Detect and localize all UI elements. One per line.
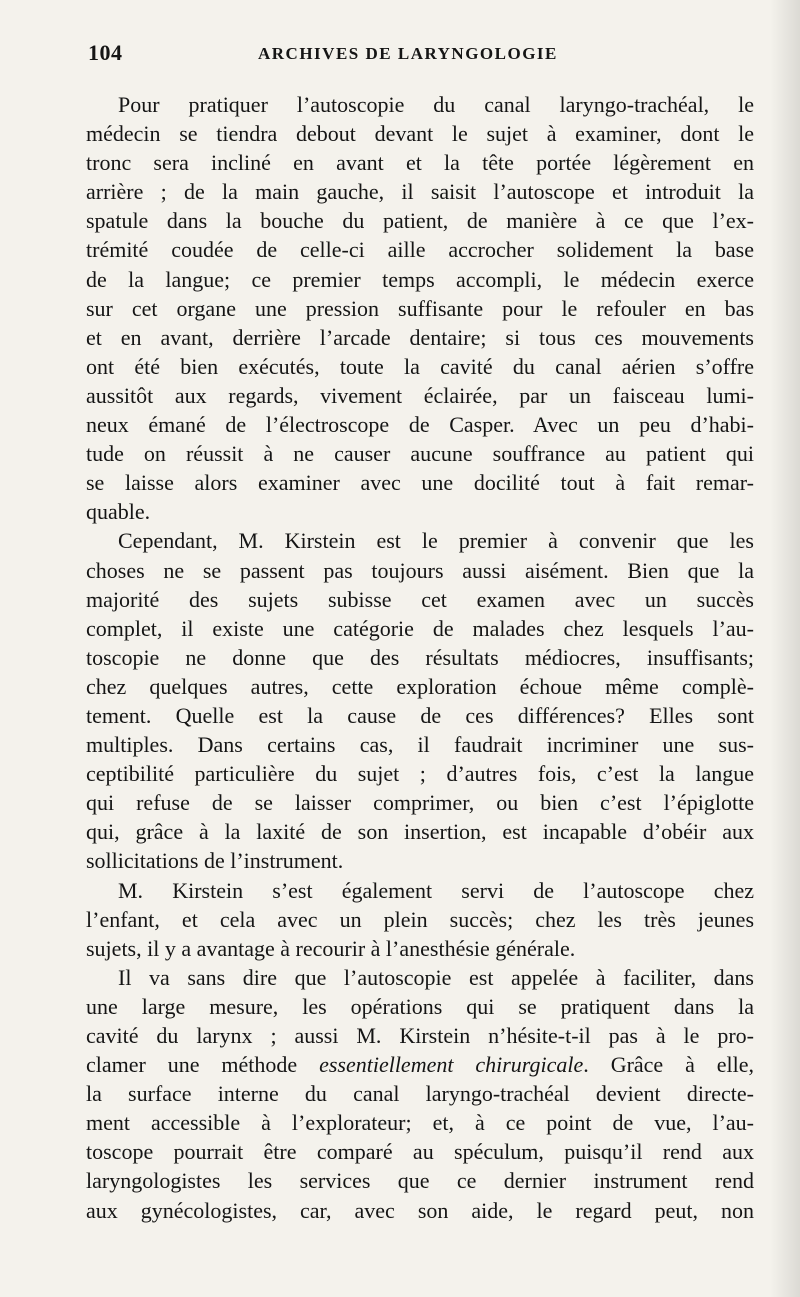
text-line: tronc sera incliné en avant et la tête portée légèrement en [86, 150, 754, 176]
text-line: chez quelques autres, cette exploration échoue même complè- [86, 673, 754, 699]
text-line: spatule dans la bouche du patient, de manière à ce que l’ex- [86, 208, 754, 234]
text-line: M. Kirstein s’est également servi de l’autoscope chez [118, 877, 754, 903]
paragraph-4 [86, 963, 755, 1225]
paragraph-1 [86, 90, 754, 526]
text-line: tude on réussit à ne causer aucune souffrance au patient qui [86, 441, 754, 467]
running-head [88, 40, 754, 78]
text-line: aux gynécologistes, car, avec son aide, le regard peut, non [86, 1197, 754, 1223]
text-segment: . Grâce à elle, [583, 1052, 755, 1078]
text-line: Cependant, M. Kirstein est le premier à convenir que les [118, 528, 754, 554]
paragraph-2 [86, 526, 754, 875]
text-line: l’enfant, et cela avec un plein succès; chez les très jeunes [86, 906, 754, 932]
text-line: toscope pourrait être comparé au spéculum, puisqu’il rend aux [86, 1139, 754, 1165]
text-segment: clamer une méthode [86, 1052, 298, 1078]
page-edge-shadow [770, 0, 800, 1297]
italic-phrase: essentiellement chirurgicale [319, 1052, 584, 1078]
running-title: ARCHIVES DE LARYNGOLOGIE [258, 44, 558, 63]
text-line: une large mesure, les opérations qui se pratiquent dans la [86, 993, 754, 1019]
text-line: toscopie ne donne que des résultats médiocres, insuffisants; [86, 644, 754, 670]
text-line: quable. [86, 499, 151, 525]
text-line: majorité des sujets subisse cet examen avec un succès [86, 586, 754, 612]
text-line: cavité du larynx ; aussi M. Kirstein n’hésite-t-il pas à le pro- [86, 1023, 754, 1048]
text-line: la surface interne du canal laryngo-trachéal devient directe- [86, 1081, 754, 1107]
text-line: Pour pratiquer l’autoscopie du canal laryngo-trachéal, le [118, 92, 754, 117]
text-line: se laisse alors examiner avec une docilité tout à fait remar- [86, 470, 754, 496]
text-line: trémité coudée de celle-ci aille accrocher solidement la base [86, 237, 754, 263]
text-line: tement. Quelle est la cause de ces différences? Elles sont [86, 702, 754, 728]
text-line: ment accessible à l’explorateur; et, à ce point de vue, l’au- [86, 1110, 754, 1136]
text-line: multiples. Dans certains cas, il faudrait incriminer une sus- [86, 732, 754, 758]
text-line: arrière ; de la main gauche, il saisit l’autoscope et introduit la [86, 179, 754, 205]
text-line: médecin se tiendra debout devant le sujet à examiner, dont le [86, 121, 754, 147]
text-line-with-italic [86, 1050, 754, 1079]
text-line: qui, grâce à la laxité de son insertion, est incapable d’obéir aux [86, 819, 754, 845]
text-line: sujets, il y a avantage à recourir à l’anesthésie générale. [86, 935, 576, 961]
text-line: et en avant, derrière l’arcade dentaire; si tous ces mouvements [86, 324, 754, 350]
text-line: choses ne se passent pas toujours aussi aisément. Bien que la [86, 557, 754, 583]
text-line: de la langue; ce premier temps accompli, le médecin exerce [86, 266, 754, 292]
text-line: ceptibilité particulière du sujet ; d’autres fois, c’est la langue [86, 761, 754, 787]
text-line: sur cet organe une pression suffisante pour le refouler en bas [86, 295, 754, 321]
page-number: 104 [88, 40, 123, 65]
text-line: Il va sans dire que l’autoscopie est appelée à faciliter, dans [118, 964, 754, 990]
text-line: complet, il existe une catégorie de malades chez lesquels l’au- [86, 615, 754, 641]
text-line: ont été bien exécutés, toute la cavité du canal aérien s’offre [86, 353, 754, 379]
paragraph-3 [86, 876, 754, 963]
text-line: aussitôt aux regards, vivement éclairée, par un faisceau lumi- [86, 382, 754, 408]
text-line: laryngologistes les services que ce dernier instrument rend [86, 1168, 754, 1194]
text-line: sollicitations de l’instrument. [86, 848, 344, 874]
text-line: neux émané de l’électroscope de Casper. Avec un peu d’habi- [86, 412, 754, 438]
text-line: qui refuse de se laisser comprimer, ou bien c’est l’épiglotte [86, 790, 754, 816]
